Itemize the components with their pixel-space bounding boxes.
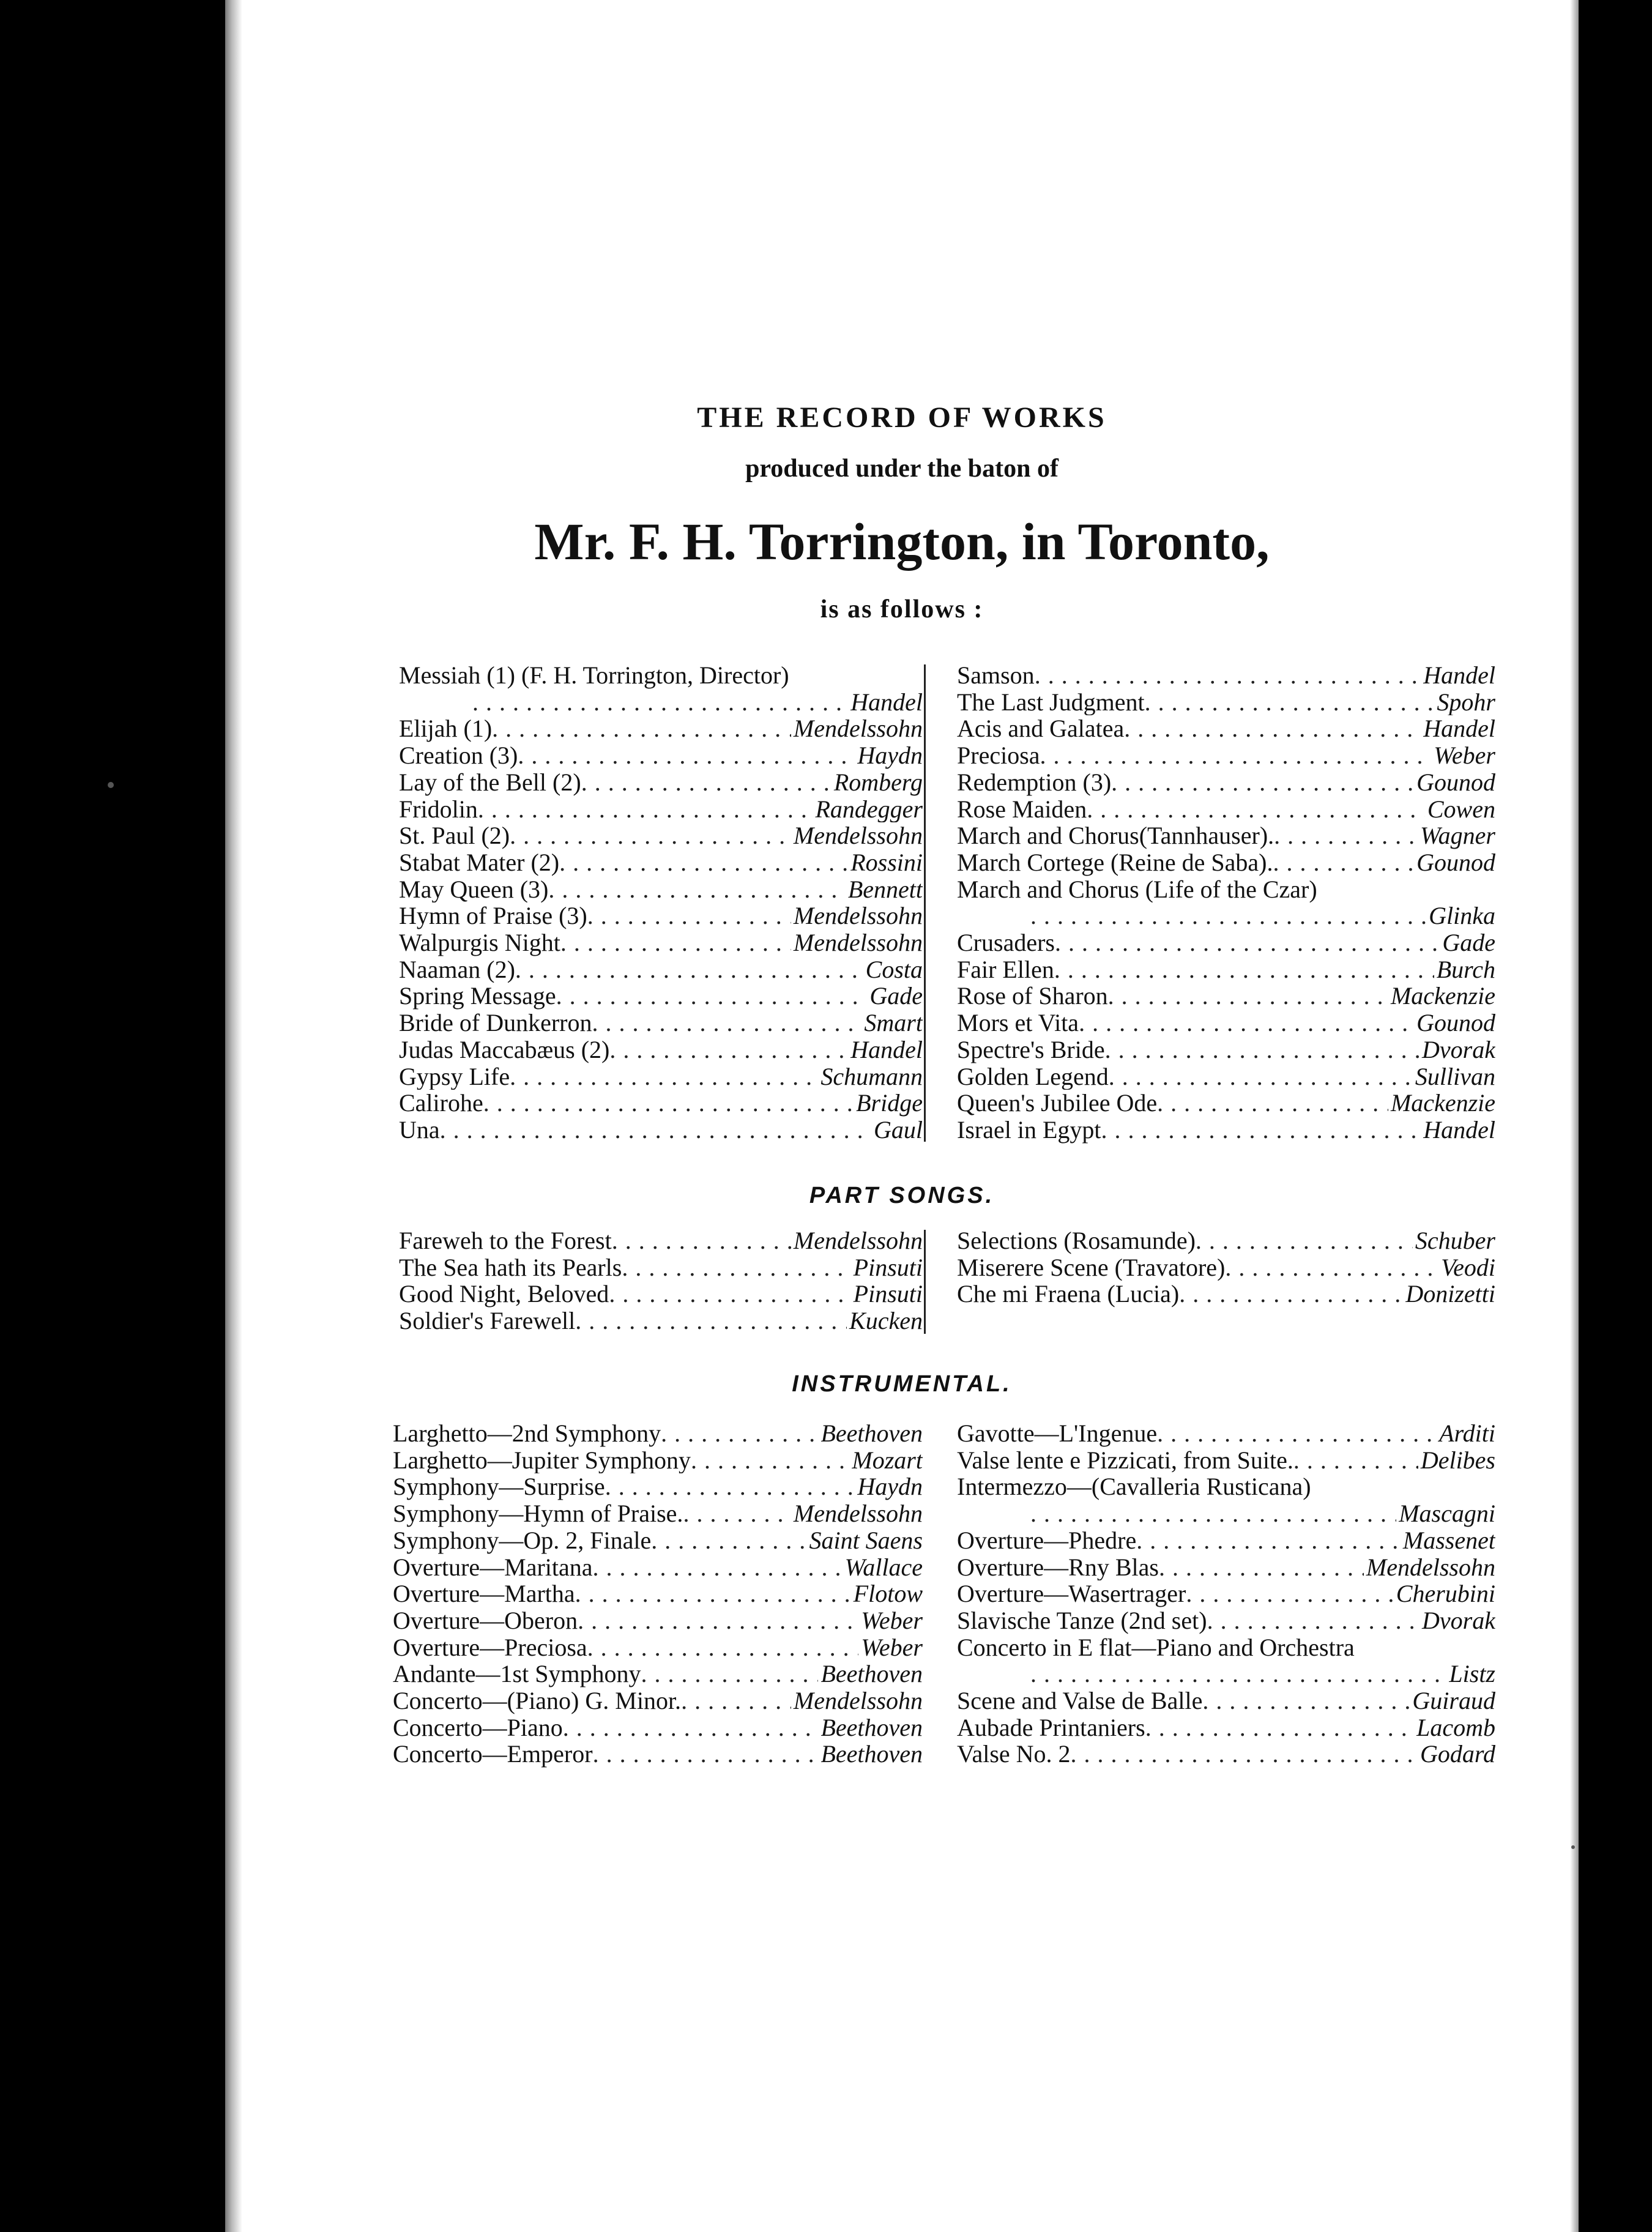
dot-leader — [472, 689, 848, 716]
work-title: Slavische Tanze (2nd set) — [957, 1607, 1207, 1634]
dot-leader — [478, 796, 813, 823]
work-composer: Flotow — [853, 1580, 923, 1607]
dot-leader — [1179, 1281, 1403, 1308]
work-composer: Wallace — [844, 1553, 923, 1581]
work-composer: Weber — [861, 1634, 923, 1661]
dot-leader — [587, 1634, 859, 1661]
dot-leader — [1225, 1254, 1438, 1281]
work-composer: Weber — [861, 1607, 923, 1634]
work-entry — [399, 769, 923, 796]
work-entry — [957, 1741, 1495, 1768]
work-entry — [957, 1090, 1495, 1117]
work-composer: Burch — [1436, 956, 1495, 983]
work-entry — [393, 1687, 923, 1714]
dot-leader — [548, 876, 845, 903]
work-entry — [957, 742, 1495, 769]
work-composer: Randegger — [815, 795, 923, 823]
work-entry — [399, 849, 923, 876]
dot-leader — [518, 742, 855, 769]
work-entry — [393, 1473, 923, 1500]
main-works-right-column — [957, 662, 1495, 1144]
work-entry — [957, 1554, 1495, 1581]
work-composer: Donizetti — [1405, 1281, 1495, 1308]
work-composer: Handel — [1423, 715, 1495, 743]
part-songs-left-column — [399, 1227, 923, 1334]
dot-leader — [440, 1117, 871, 1144]
work-entry — [399, 742, 923, 769]
work-entry — [957, 1527, 1495, 1554]
work-composer: Handel — [1423, 1116, 1495, 1144]
work-entry — [957, 849, 1495, 876]
work-entry — [393, 1447, 923, 1474]
work-composer: Rossini — [850, 849, 923, 876]
work-title: May Queen (3) — [399, 876, 549, 903]
work-title: Concerto in E flat—Piano and Orchestra — [957, 1634, 1355, 1661]
work-composer: Beethoven — [820, 1714, 923, 1741]
work-entry — [957, 1281, 1495, 1308]
dot-leader — [661, 1420, 818, 1447]
document-page — [225, 0, 1579, 2232]
work-entry — [393, 1580, 923, 1607]
work-entry — [957, 1607, 1495, 1634]
work-title: Lay of the Bell (2) — [399, 768, 581, 796]
dot-leader — [492, 715, 791, 742]
work-composer: Gounod — [1416, 768, 1495, 796]
work-composer: Bennett — [847, 876, 923, 903]
dot-leader — [483, 1090, 854, 1117]
work-title: St. Paul (2) — [399, 822, 510, 849]
work-title: Concerto—(Piano) G. Minor. — [393, 1687, 682, 1714]
work-composer: Beethoven — [820, 1420, 923, 1447]
work-entry — [393, 1420, 923, 1447]
work-composer: Costa — [865, 956, 923, 983]
work-title: March Cortege (Reine de Saba). — [957, 849, 1273, 876]
part-songs-column-divider — [924, 1230, 926, 1334]
work-entry — [957, 715, 1495, 742]
dot-leader — [1145, 689, 1435, 716]
work-entry — [957, 689, 1495, 716]
work-entry — [393, 1607, 923, 1634]
work-entry — [957, 1254, 1495, 1281]
work-entry — [957, 1227, 1495, 1254]
work-entry — [399, 1227, 923, 1254]
work-entry — [957, 1661, 1495, 1687]
dot-leader — [575, 1308, 847, 1334]
work-title: Fridolin — [399, 795, 478, 823]
dot-leader — [1124, 715, 1421, 742]
work-entry — [957, 1500, 1495, 1527]
work-composer: Cowen — [1427, 795, 1495, 823]
work-title: Gypsy Life — [399, 1063, 510, 1090]
work-entry — [399, 715, 923, 742]
scan-speck — [108, 782, 114, 788]
work-title: Spring Message — [399, 983, 556, 1010]
work-title: Calirohe — [399, 1090, 483, 1117]
dot-leader — [1055, 929, 1440, 956]
dot-leader — [641, 1661, 819, 1687]
work-entry — [957, 796, 1495, 823]
instrumental-left-column — [393, 1420, 923, 1768]
dot-leader — [651, 1527, 806, 1554]
dot-leader — [510, 822, 791, 849]
work-title: Israel in Egypt — [957, 1116, 1101, 1144]
work-composer: Gounod — [1416, 849, 1495, 876]
work-entry — [399, 1281, 923, 1308]
work-composer: Spohr — [1437, 688, 1495, 716]
work-composer: Arditi — [1439, 1420, 1495, 1447]
work-entry — [393, 1741, 923, 1768]
work-entry — [957, 1063, 1495, 1090]
work-composer: Saint Saens — [809, 1527, 923, 1554]
work-title: Overture—Martha — [393, 1580, 575, 1607]
work-title: Walpurgis Night — [399, 929, 560, 956]
dot-leader — [1159, 1554, 1364, 1581]
work-title: Che mi Fraena (Lucia) — [957, 1281, 1180, 1308]
dot-leader — [563, 1714, 819, 1741]
work-title: Miserere Scene (Travatore) — [957, 1254, 1226, 1281]
work-entry — [399, 1036, 923, 1063]
work-title: Samson — [957, 662, 1035, 689]
dot-leader — [605, 1473, 855, 1500]
work-composer: Wagner — [1420, 822, 1495, 849]
work-entry — [399, 1308, 923, 1334]
work-composer: Mendelssohn — [793, 1687, 923, 1714]
work-entry — [399, 876, 923, 903]
work-title: Scene and Valse de Balle — [957, 1687, 1203, 1714]
work-title: March and Chorus(Tannhauser). — [957, 822, 1274, 849]
work-composer: Haydn — [857, 742, 923, 769]
work-entry — [957, 1473, 1495, 1500]
work-title: Overture—Oberon — [393, 1607, 578, 1634]
work-title: Golden Legend — [957, 1063, 1109, 1090]
dot-leader — [593, 1554, 843, 1581]
follows-text: is as follows : — [820, 595, 984, 623]
dot-leader — [1040, 742, 1432, 769]
work-composer: Handel — [850, 688, 923, 716]
work-composer: Mendelssohn — [793, 1227, 923, 1254]
work-composer: Schumann — [820, 1063, 923, 1090]
work-title: Larghetto—Jupiter Symphony — [393, 1446, 691, 1474]
work-entry — [957, 1580, 1495, 1607]
part-songs-right-column — [957, 1227, 1495, 1308]
work-title: Symphony—Op. 2, Finale — [393, 1527, 652, 1554]
dot-leader — [1101, 1117, 1421, 1144]
work-title: The Last Judgment — [957, 688, 1145, 716]
work-entry — [399, 822, 923, 849]
work-composer: Mendelssohn — [1366, 1553, 1495, 1581]
work-title: Elijah (1) — [399, 715, 493, 743]
work-title: Intermezzo—(Cavalleria Rusticana) — [957, 1473, 1311, 1501]
page-gutter-shadow — [225, 0, 242, 2232]
dot-leader — [1293, 1447, 1418, 1474]
dot-leader — [1157, 1420, 1437, 1447]
work-entry — [399, 1117, 923, 1144]
dot-leader — [1035, 662, 1421, 689]
work-composer: Smart — [864, 1010, 923, 1036]
work-entry — [393, 1527, 923, 1554]
work-title: Symphony—Surprise — [393, 1473, 605, 1501]
work-entry — [399, 1254, 923, 1281]
dot-leader — [1030, 902, 1426, 929]
dot-leader — [581, 769, 832, 796]
dot-leader — [609, 1036, 848, 1063]
work-composer: Gounod — [1416, 1010, 1495, 1036]
work-composer: Haydn — [857, 1473, 923, 1501]
work-composer: Massenet — [1402, 1527, 1495, 1554]
dot-leader — [612, 1227, 791, 1254]
work-composer: Handel — [1423, 662, 1495, 689]
instrumental-right-column — [957, 1420, 1495, 1768]
work-composer: Kucken — [849, 1308, 923, 1334]
dot-leader — [1196, 1227, 1413, 1254]
work-composer: Dvorak — [1422, 1036, 1495, 1063]
work-title: Hymn of Praise (3) — [399, 902, 587, 930]
work-entry — [957, 822, 1495, 849]
work-entry — [399, 1010, 923, 1036]
dot-leader — [515, 956, 863, 983]
dot-leader — [1054, 956, 1434, 983]
work-composer: Weber — [1434, 742, 1495, 769]
work-composer: Godard — [1420, 1741, 1495, 1768]
work-composer: Gade — [869, 983, 923, 1010]
work-entry — [399, 929, 923, 956]
work-title: Soldier's Farewell — [399, 1308, 576, 1334]
work-composer: Mendelssohn — [793, 822, 923, 849]
work-composer: Romberg — [833, 768, 923, 796]
work-composer: Lacomb — [1416, 1714, 1495, 1741]
work-composer: Guiraud — [1412, 1687, 1495, 1714]
work-composer: Cherubini — [1396, 1580, 1495, 1607]
dot-leader — [691, 1447, 849, 1474]
work-entry — [399, 1063, 923, 1090]
work-title: Concerto—Emperor — [393, 1741, 593, 1768]
work-composer: Mozart — [852, 1446, 923, 1474]
work-composer: Bridge — [856, 1090, 923, 1117]
dot-leader — [593, 1741, 819, 1768]
work-entry — [957, 956, 1495, 983]
dot-leader — [578, 1607, 858, 1634]
work-composer: Dvorak — [1422, 1607, 1495, 1634]
work-composer: Glinka — [1429, 902, 1495, 930]
work-entry — [399, 956, 923, 983]
work-composer: Mackenzie — [1390, 1090, 1495, 1117]
dot-leader — [1071, 1741, 1418, 1768]
work-composer: Sullivan — [1415, 1063, 1495, 1090]
work-title: Preciosa — [957, 742, 1040, 769]
work-title: Fair Ellen — [957, 956, 1054, 983]
dot-leader — [1105, 1036, 1419, 1063]
page-right-edge — [1570, 0, 1579, 2232]
dot-leader — [683, 1500, 791, 1527]
work-composer: Mascagni — [1399, 1500, 1495, 1527]
work-entry — [957, 1447, 1495, 1474]
work-title: Concerto—Piano — [393, 1714, 563, 1741]
work-title: Bride of Dunkerron — [399, 1010, 592, 1036]
dot-leader — [1186, 1580, 1393, 1607]
work-title: Aubade Printaniers — [957, 1714, 1145, 1741]
work-composer: Handel — [850, 1036, 923, 1063]
work-title: Judas Maccabæus (2) — [399, 1036, 610, 1063]
work-entry — [957, 983, 1495, 1010]
dot-leader — [560, 929, 791, 956]
work-entry — [393, 1661, 923, 1687]
dot-leader — [559, 849, 848, 876]
work-title: Fareweh to the Forest — [399, 1227, 612, 1254]
work-composer: Gaul — [874, 1116, 923, 1144]
work-title: Overture—Wasertrager — [957, 1580, 1186, 1607]
dot-leader — [1136, 1527, 1401, 1554]
work-entry — [399, 662, 923, 689]
work-composer: Pinsuti — [853, 1281, 923, 1308]
record-subtitle: produced under the baton of — [745, 455, 1059, 483]
director-name: Mr. F. H. Torrington, in Toronto, — [534, 512, 1270, 571]
work-entry — [399, 796, 923, 823]
work-composer: Mendelssohn — [793, 929, 923, 956]
work-composer: Gade — [1442, 929, 1495, 956]
dot-leader — [1108, 983, 1388, 1010]
work-title: Mors et Vita — [957, 1010, 1079, 1036]
work-entry — [393, 1634, 923, 1661]
work-entry — [957, 769, 1495, 796]
dot-leader — [1087, 796, 1425, 823]
work-composer: Mackenzie — [1390, 983, 1495, 1010]
work-title: Gavotte—L'Ingenue — [957, 1420, 1158, 1447]
dot-leader — [592, 1010, 861, 1036]
work-entry — [957, 1010, 1495, 1036]
work-entry — [399, 1090, 923, 1117]
work-title: Creation (3) — [399, 742, 518, 769]
dot-leader — [1030, 1661, 1446, 1687]
dot-leader — [575, 1580, 851, 1607]
work-title: Overture—Maritana — [393, 1553, 593, 1581]
dot-leader — [556, 983, 868, 1010]
dot-leader — [681, 1687, 791, 1714]
work-composer: Veodi — [1441, 1254, 1495, 1281]
work-title: March and Chorus (Life of the Czar) — [957, 876, 1317, 903]
part-songs-heading: PART SONGS. — [809, 1183, 995, 1208]
instrumental-heading: INSTRUMENTAL. — [792, 1371, 1012, 1397]
work-title: Messiah (1) (F. H. Torrington, Director) — [399, 662, 789, 689]
work-title: Spectre's Bride — [957, 1036, 1105, 1063]
work-title: Una — [399, 1116, 440, 1144]
work-title: Symphony—Hymn of Praise. — [393, 1500, 683, 1527]
work-entry — [957, 876, 1495, 903]
work-composer: Listz — [1449, 1661, 1495, 1688]
work-composer: Pinsuti — [853, 1254, 923, 1281]
work-title: Redemption (3) — [957, 768, 1112, 796]
work-entry — [957, 1420, 1495, 1447]
dot-leader — [1079, 1010, 1414, 1036]
dot-leader — [1157, 1090, 1388, 1117]
work-composer: Mendelssohn — [793, 902, 923, 930]
work-composer: Beethoven — [820, 1661, 923, 1688]
work-entry — [393, 1714, 923, 1741]
record-title: THE RECORD OF WORKS — [697, 401, 1107, 434]
work-entry — [957, 1714, 1495, 1741]
dot-leader — [1111, 769, 1414, 796]
main-works-left-column — [399, 662, 923, 1144]
work-composer: Delibes — [1420, 1446, 1495, 1474]
work-title: Acis and Galatea — [957, 715, 1125, 743]
dot-leader — [510, 1063, 818, 1090]
work-entry — [393, 1500, 923, 1527]
dot-leader — [1274, 822, 1418, 849]
work-title: Overture—Preciosa — [393, 1634, 587, 1661]
work-title: Rose of Sharon — [957, 983, 1108, 1010]
work-title: Valse lente e Pizzicati, from Suite. — [957, 1446, 1293, 1474]
dot-leader — [587, 902, 791, 929]
work-entry — [399, 902, 923, 929]
dot-leader — [1109, 1063, 1413, 1090]
work-composer: Mendelssohn — [793, 1500, 923, 1527]
dot-leader — [1145, 1714, 1414, 1741]
dot-leader — [1207, 1607, 1419, 1634]
work-entry — [957, 662, 1495, 689]
work-title: Naaman (2) — [399, 956, 515, 983]
work-title: Andante—1st Symphony — [393, 1661, 641, 1688]
work-entry — [393, 1554, 923, 1581]
scan-speck — [1571, 1845, 1575, 1849]
work-entry — [957, 1036, 1495, 1063]
dot-leader — [622, 1254, 850, 1281]
work-title: Rose Maiden — [957, 795, 1087, 823]
work-entry — [957, 1687, 1495, 1714]
work-entry — [957, 1117, 1495, 1144]
work-title: Crusaders — [957, 929, 1055, 956]
main-column-divider — [924, 664, 926, 1142]
work-title: The Sea hath its Pearls — [399, 1254, 622, 1281]
work-composer: Mendelssohn — [793, 715, 923, 743]
work-entry — [957, 929, 1495, 956]
work-entry — [399, 983, 923, 1010]
dot-leader — [1202, 1687, 1410, 1714]
work-title: Valse No. 2 — [957, 1741, 1071, 1768]
work-composer: Beethoven — [820, 1741, 923, 1768]
dot-leader — [609, 1281, 850, 1308]
dot-leader — [1273, 849, 1414, 876]
work-title: Overture—Phedre — [957, 1527, 1137, 1554]
work-entry — [957, 902, 1495, 929]
work-entry — [399, 689, 923, 716]
work-title: Larghetto—2nd Symphony — [393, 1420, 661, 1447]
work-title: Stabat Mater (2) — [399, 849, 560, 876]
work-entry — [957, 1634, 1495, 1661]
work-title: Queen's Jubilee Ode — [957, 1090, 1158, 1117]
work-title: Selections (Rosamunde) — [957, 1227, 1196, 1254]
work-title: Good Night, Beloved — [399, 1281, 609, 1308]
scan-left-margin — [0, 0, 225, 2232]
dot-leader — [1030, 1500, 1396, 1527]
work-composer: Schuber — [1415, 1227, 1495, 1254]
work-title: Overture—Rny Blas — [957, 1553, 1159, 1581]
